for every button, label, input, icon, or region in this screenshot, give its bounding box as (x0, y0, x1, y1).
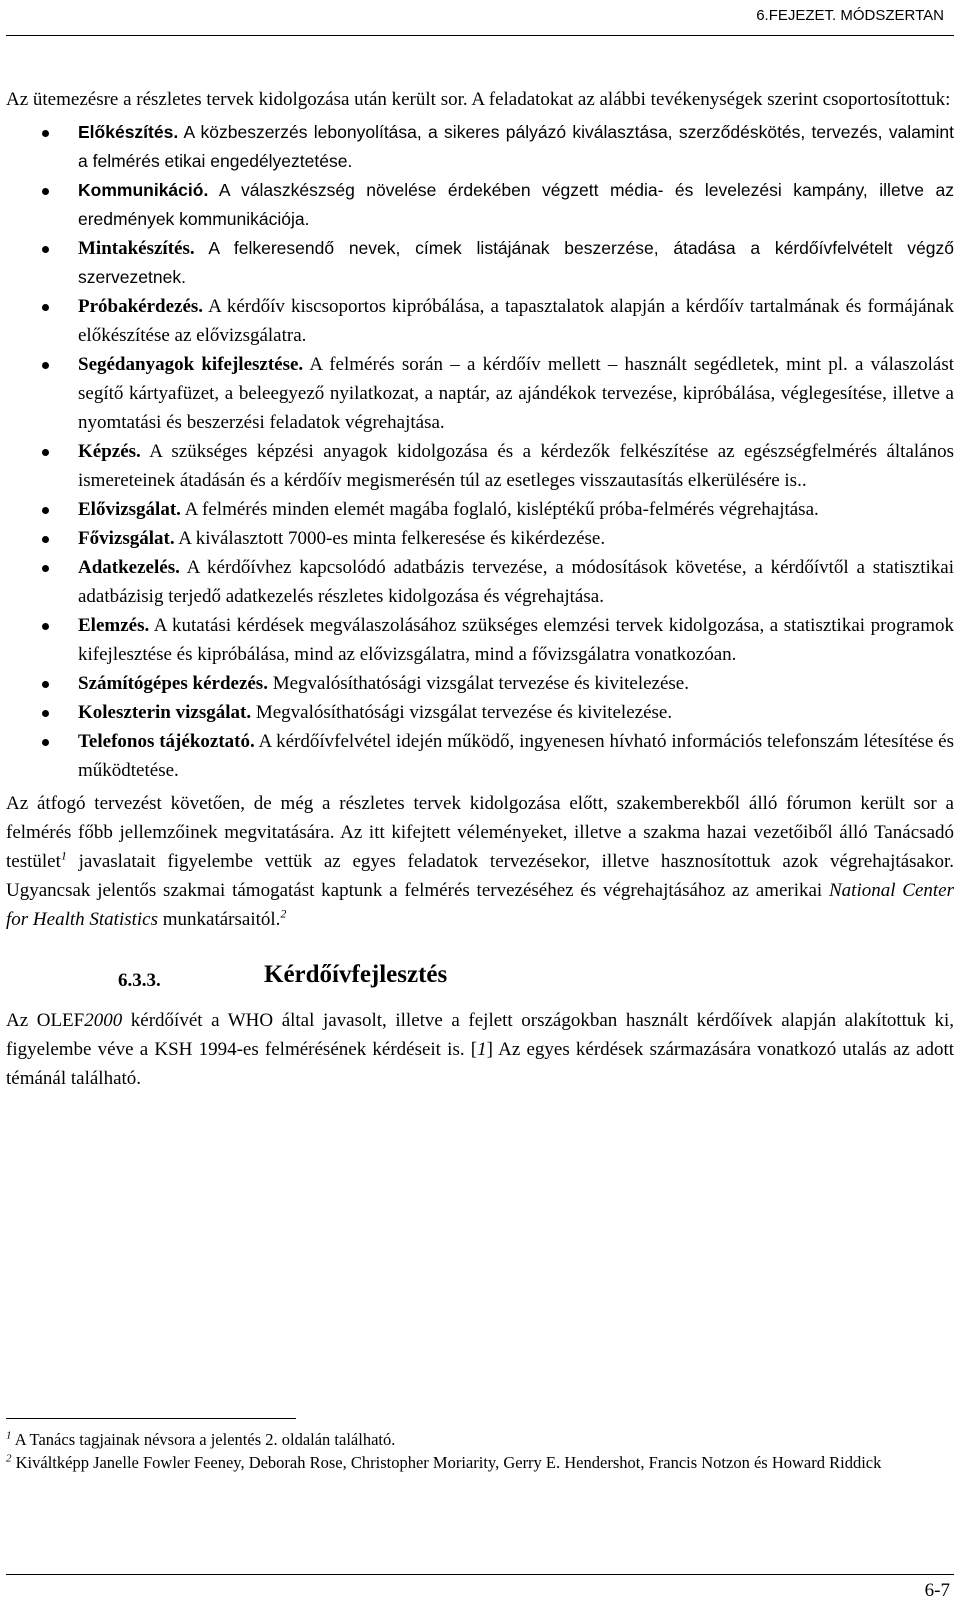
planning-paragraph (6, 789, 954, 934)
item-term: Adatkezelés. (78, 557, 180, 578)
bullet-icon (42, 130, 49, 137)
item-text: A felmérés minden elemét magába foglaló, kisléptékű próba-felmérés végrehajtása. (180, 499, 819, 520)
bullet-icon (42, 188, 49, 195)
item-text: A közbeszerzés lebonyolítása, a sikeres pályázó kiválasztása, szerződéskötés, tervezés, valamint a felmérés etikai engedélyeztetése. (78, 122, 954, 171)
olef-year: 2000 (84, 1010, 123, 1031)
paragraph-text: munkatársaitól. (158, 909, 281, 930)
section-number: 6.3.3. (118, 970, 161, 991)
list-item (6, 611, 954, 669)
questionnaire-paragraph (6, 1006, 954, 1093)
item-term: Segédanyagok kifejlesztése. (78, 354, 304, 375)
organization-name: National Center for Health Statistics (6, 880, 954, 930)
footnote-text: A Tanács tagjainak névsora a jelentés 2. oldalán található. (11, 1430, 396, 1449)
footnote (6, 1451, 950, 1474)
paragraph-text: Az átfogó tervezést követően, de még a részletes tervek kidolgozása előtt, szakemberekből álló fórumon került sor a felmérés főbb jellemzőinek megvitatására. Az itt kifejtett véleményeket, illetve a szakma hazai vezetőiből álló Tanácsadó testület (6, 793, 954, 872)
footnotes (6, 1428, 950, 1474)
item-term: Mintakészítés. (78, 238, 195, 259)
item-term: Próbakérdezés. (78, 296, 204, 317)
list-item (6, 698, 954, 727)
list-item (6, 437, 954, 495)
bullet-icon (42, 710, 49, 717)
footnote-separator (6, 1418, 296, 1419)
paragraph-text: Az OLEF (6, 1010, 85, 1031)
item-text: A szükséges képzési anyagok kidolgozása és a kérdezők felkészítése az egészségfelmérés általános ismereteinek átadásán és a kérdőív megismerésén túl az esetleges visszautasítás elkerülésére is.. (78, 441, 954, 491)
footnote-mark: 2 (6, 1452, 12, 1465)
list-item (6, 495, 954, 524)
paragraph-text: kérdőívét a WHO által javasolt, illetve a fejlett országokban használt kérdőívek alapján alakítottuk ki, figyelembe véve a KSH 1994-es felmérésének kérdéseit is. [ (6, 1010, 954, 1060)
list-item (6, 234, 954, 292)
footnote-mark: 1 (6, 1429, 12, 1442)
footer-separator (6, 1574, 954, 1575)
bullet-icon (42, 536, 49, 543)
running-header (6, 0, 954, 36)
bullet-icon (42, 681, 49, 688)
list-item (6, 727, 954, 785)
bullet-icon (42, 623, 49, 630)
document-body (6, 85, 954, 1093)
chapter-title: 6.FEJEZET. MÓDSZERTAN (756, 7, 944, 24)
item-term: Fővizsgálat. (78, 528, 175, 549)
item-text: A kérdőívhez kapcsolódó adatbázis tervezése, a módosítások követése, a kérdőívtől a statisztikai adatbázisig terjedő adatkezelés részletes kidolgozása és végrehajtása. (78, 557, 954, 607)
list-item (6, 292, 954, 350)
footnote (6, 1428, 950, 1451)
footnote-text: Kiváltképp Janelle Fowler Feeney, Deborah Rose, Christopher Moriarity, Gerry E. Hendershot, Francis Notzon és Howard Riddick (11, 1453, 882, 1472)
bullet-icon (42, 449, 49, 456)
item-term: Előkészítés. (78, 122, 179, 142)
list-item (6, 118, 954, 176)
bullet-icon (42, 362, 49, 369)
section-heading (6, 960, 954, 996)
item-text: A válaszkészség növelése érdekében végzett média- és levelezési kampány, illetve az eredmények kommunikációja. (78, 180, 954, 229)
item-text: A kérdőívfelvétel idején működő, ingyenesen hívható információs telefonszám létesítése és működtetése. (78, 731, 955, 781)
section-title: Kérdőívfejlesztés (264, 961, 448, 988)
item-term: Koleszterin vizsgálat. (78, 702, 252, 723)
item-term: Kommunikáció. (78, 180, 209, 200)
item-term: Elővizsgálat. (78, 499, 181, 520)
bullet-icon (42, 565, 49, 572)
item-text: Megvalósíthatósági vizsgálat tervezése és kivitelezése. (251, 702, 673, 723)
item-term: Telefonos tájékoztató. (78, 731, 255, 752)
page-number: 6-7 (924, 1580, 950, 1601)
intro-paragraph: Az ütemezésre a részletes tervek kidolgozása után került sor. A feladatokat az alábbi tevékenységek szerint csoportosítottuk: (6, 89, 951, 110)
item-term: Számítógépes kérdezés. (78, 673, 268, 694)
list-item (6, 553, 954, 611)
list-item (6, 176, 954, 234)
paragraph-text: ] Az egyes kérdések származására vonatkozó utalás az adott témánál található. (6, 1039, 954, 1089)
task-list (6, 118, 954, 785)
item-text: A felmérés során – a kérdőív mellett – használt segédletek, mint pl. a válaszolást segítő kártyafüzet, a beleegyező nyilatkozat, a naptár, az ajándékok tervezése, kipróbálása, véglegesítése, illetve a nyomtatási és beszerzési feladatok végrehajtása. (78, 354, 954, 433)
item-term: Elemzés. (78, 615, 150, 636)
item-term: Képzés. (78, 441, 141, 462)
citation-ref[interactable]: 1 (477, 1039, 487, 1060)
bullet-icon (42, 304, 49, 311)
footnote-ref[interactable]: 1 (60, 848, 67, 863)
item-text: A felkeresendő nevek, címek listájának beszerzése, átadása a kérdőívfelvételt végző szervezetnek. (78, 238, 954, 287)
item-text: A kérdőív kiscsoportos kipróbálása, a tapasztalatok alapján a kérdőív tartalmának és formájának előkészítése az elővizsgálatra. (78, 296, 954, 346)
item-text: A kutatási kérdések megválaszolásához szükséges elemzési tervek kidolgozása, a statisztikai programok kifejlesztése és kipróbálása, mind az elővizsgálatra, mind a fővizsgálatra vonatkozóan. (78, 615, 954, 665)
paragraph-text: javaslatait figyelembe vettük az egyes feladatok tervezésekor, illetve hasznosítottuk azok végrehajtásakor. Ugyancsak jelentős szakmai támogatást kaptunk a felmérés tervezéséhez és végrehajtásához az amerikai (6, 851, 954, 901)
footnote-ref[interactable]: 2 (280, 906, 287, 921)
list-item (6, 350, 954, 437)
list-item (6, 524, 954, 553)
bullet-icon (42, 507, 49, 514)
item-text: Megvalósíthatósági vizsgálat tervezése és kivitelezése. (267, 673, 689, 694)
bullet-icon (42, 246, 49, 253)
bullet-icon (42, 739, 49, 746)
list-item (6, 669, 954, 698)
item-text: A kiválasztott 7000-es minta felkeresése és kikérdezése. (174, 528, 606, 549)
